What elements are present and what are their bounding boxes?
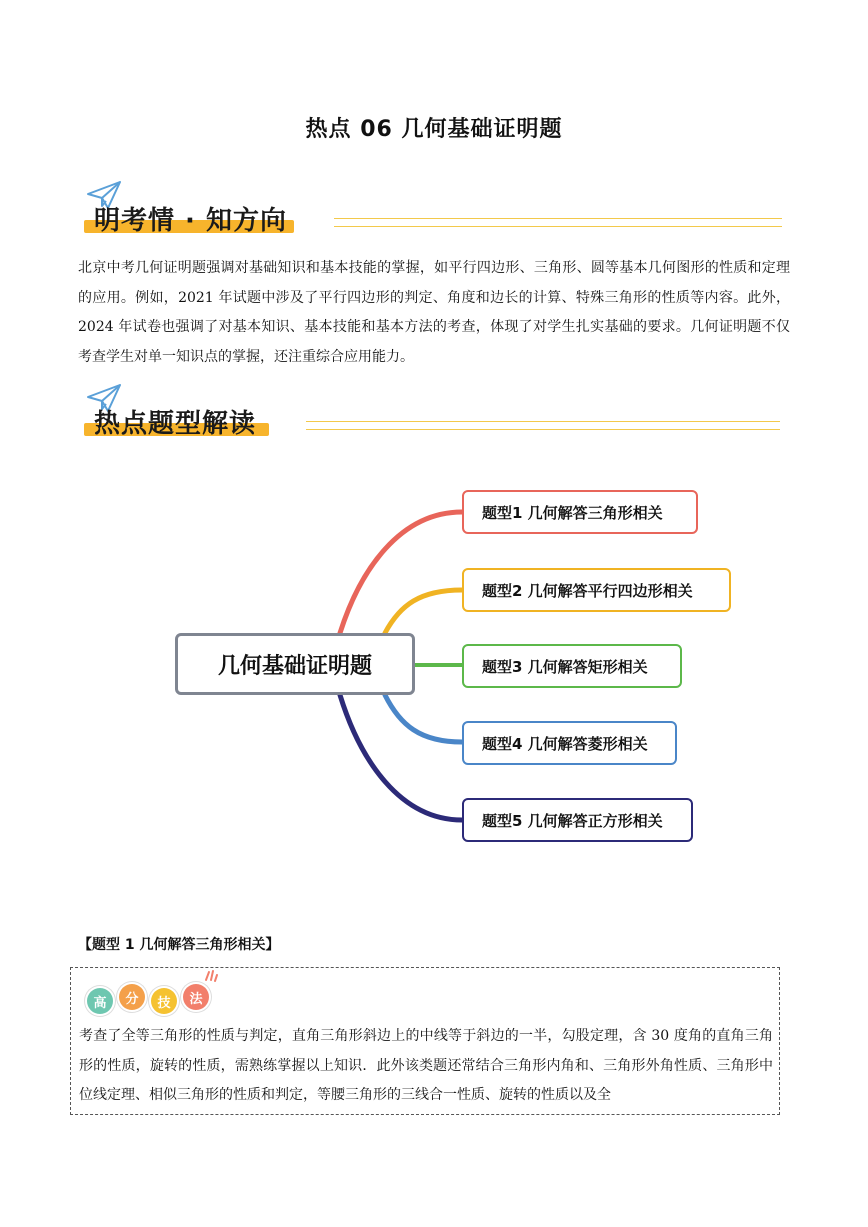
high-score-tips-box	[70, 967, 780, 1115]
connector-4	[385, 695, 462, 742]
connector-1	[340, 512, 462, 633]
page-title: 热点 06 几何基础证明题	[305, 117, 563, 142]
badge-fen: 分	[119, 984, 145, 1010]
badge-gao: 高	[87, 988, 113, 1014]
connector-2	[385, 590, 462, 633]
section-header-hot-types	[84, 383, 794, 453]
badge-ji: 技	[151, 988, 177, 1014]
mind-map-center: 几何基础证明题	[175, 633, 415, 695]
branch-type-1: 题型1 几何解答三角形相关	[462, 490, 698, 534]
branch-type-4: 题型4 几何解答菱形相关	[462, 721, 677, 765]
section-label: 明考情 · 知方向	[94, 206, 287, 236]
branch-type-3: 题型3 几何解答矩形相关	[462, 644, 682, 688]
tips-paragraph: 考查了全等三角形的性质与判定，直角三角形斜边上的中线等于斜边的一半，勾股定理，含 30 度角的直角三角形的性质，旋转的性质，需熟练掌握以上知识．此外该类题还常结合三角形内角和、三角形外角性质、三角形中位线定理、相似三角形的性质和判定，等腰三角形的三线合一性质、旋转的性质以及全	[79, 1028, 773, 1103]
branch-type-2: 题型2 几何解答平行四边形相关	[462, 568, 731, 612]
mind-map-connectors	[0, 470, 868, 870]
sparkle-icon	[203, 968, 219, 984]
type-1-heading: 【题型 1 几何解答三角形相关】	[78, 937, 280, 953]
mind-map	[0, 470, 868, 870]
section-rule	[334, 218, 782, 227]
section-header-exam-trends	[84, 180, 794, 250]
branch-type-5: 题型5 几何解答正方形相关	[462, 798, 693, 842]
intro-paragraph: 北京中考几何证明题强调对基础知识和基本技能的掌握，如平行四边形、三角形、圆等基本几何图形的性质和定理的应用。例如，2021 年试题中涉及了平行四边形的判定、角度和边长的计算、特殊三角形的性质等内容。此外，2024 年试卷也强调了对基本知识、基本技能和基本方法的考查，体现了对学生扎实基础的要求。几何证明题不仅考查学生对单一知识点的掌握，还注重综合应用能力。	[78, 260, 790, 365]
badge-fa: 法	[183, 984, 209, 1010]
connector-5	[340, 695, 462, 820]
section-label: 热点题型解读	[94, 409, 257, 439]
section-rule	[306, 421, 780, 430]
